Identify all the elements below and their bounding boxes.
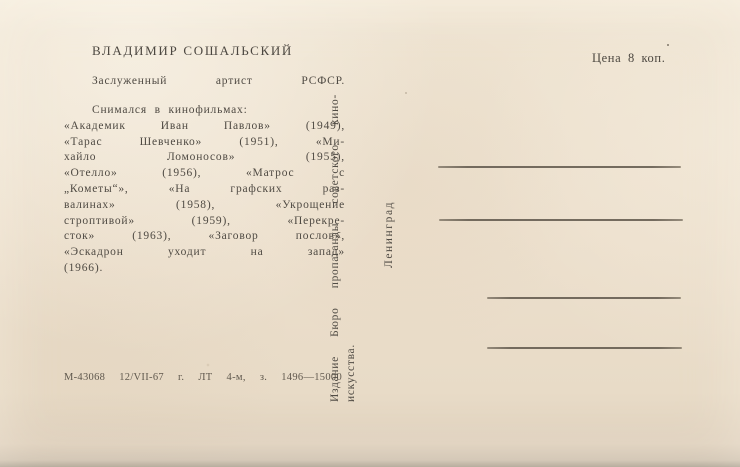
text-line: (1966).	[64, 261, 104, 274]
text-line: хайло Ломоносов» (1955),	[64, 151, 345, 164]
print-imprint: М-43068 12/VII-67 г. ЛТ 4-м, з. 1496—15000	[64, 372, 342, 383]
price-label: Цена 8 коп.	[592, 51, 666, 65]
publisher-line-2: искусства.	[344, 344, 357, 402]
text-line: «Эскадрон уходит на запад»	[64, 246, 345, 259]
city-vertical-text: Ленинград	[383, 200, 395, 268]
address-line-2	[439, 219, 683, 221]
address-line-4	[487, 347, 682, 349]
text-line: „Кометы“», «На графских раз-	[64, 182, 345, 195]
address-line-3	[487, 297, 681, 299]
paper-speck	[667, 44, 669, 46]
text-line: «Отелло» (1956), «Матрос с	[64, 167, 345, 180]
text-line: строптивой» (1959), «Перекре-	[64, 214, 345, 227]
card-title: ВЛАДИМИР СОШАЛЬСКИЙ	[92, 43, 294, 58]
publisher-line-1: Издание Бюро пропаганды советского кино-	[329, 94, 341, 402]
text-line: валинах» (1958), «Укрощение	[64, 198, 345, 211]
text-line: «Академик Иван Павлов» (1949),	[64, 119, 345, 132]
text-line: сток» (1963), «Заговор послов»,	[64, 230, 345, 243]
text-line: Снимался в кинофильмах:	[92, 104, 248, 116]
publisher-vertical-text	[329, 94, 360, 402]
text-line: «Тарас Шевченко» (1951), «Ми-	[64, 135, 345, 148]
filmography-paragraph	[64, 103, 345, 277]
address-line-1	[438, 166, 681, 168]
card-subtitle: Заслуженный артист РСФСР.	[92, 75, 345, 87]
